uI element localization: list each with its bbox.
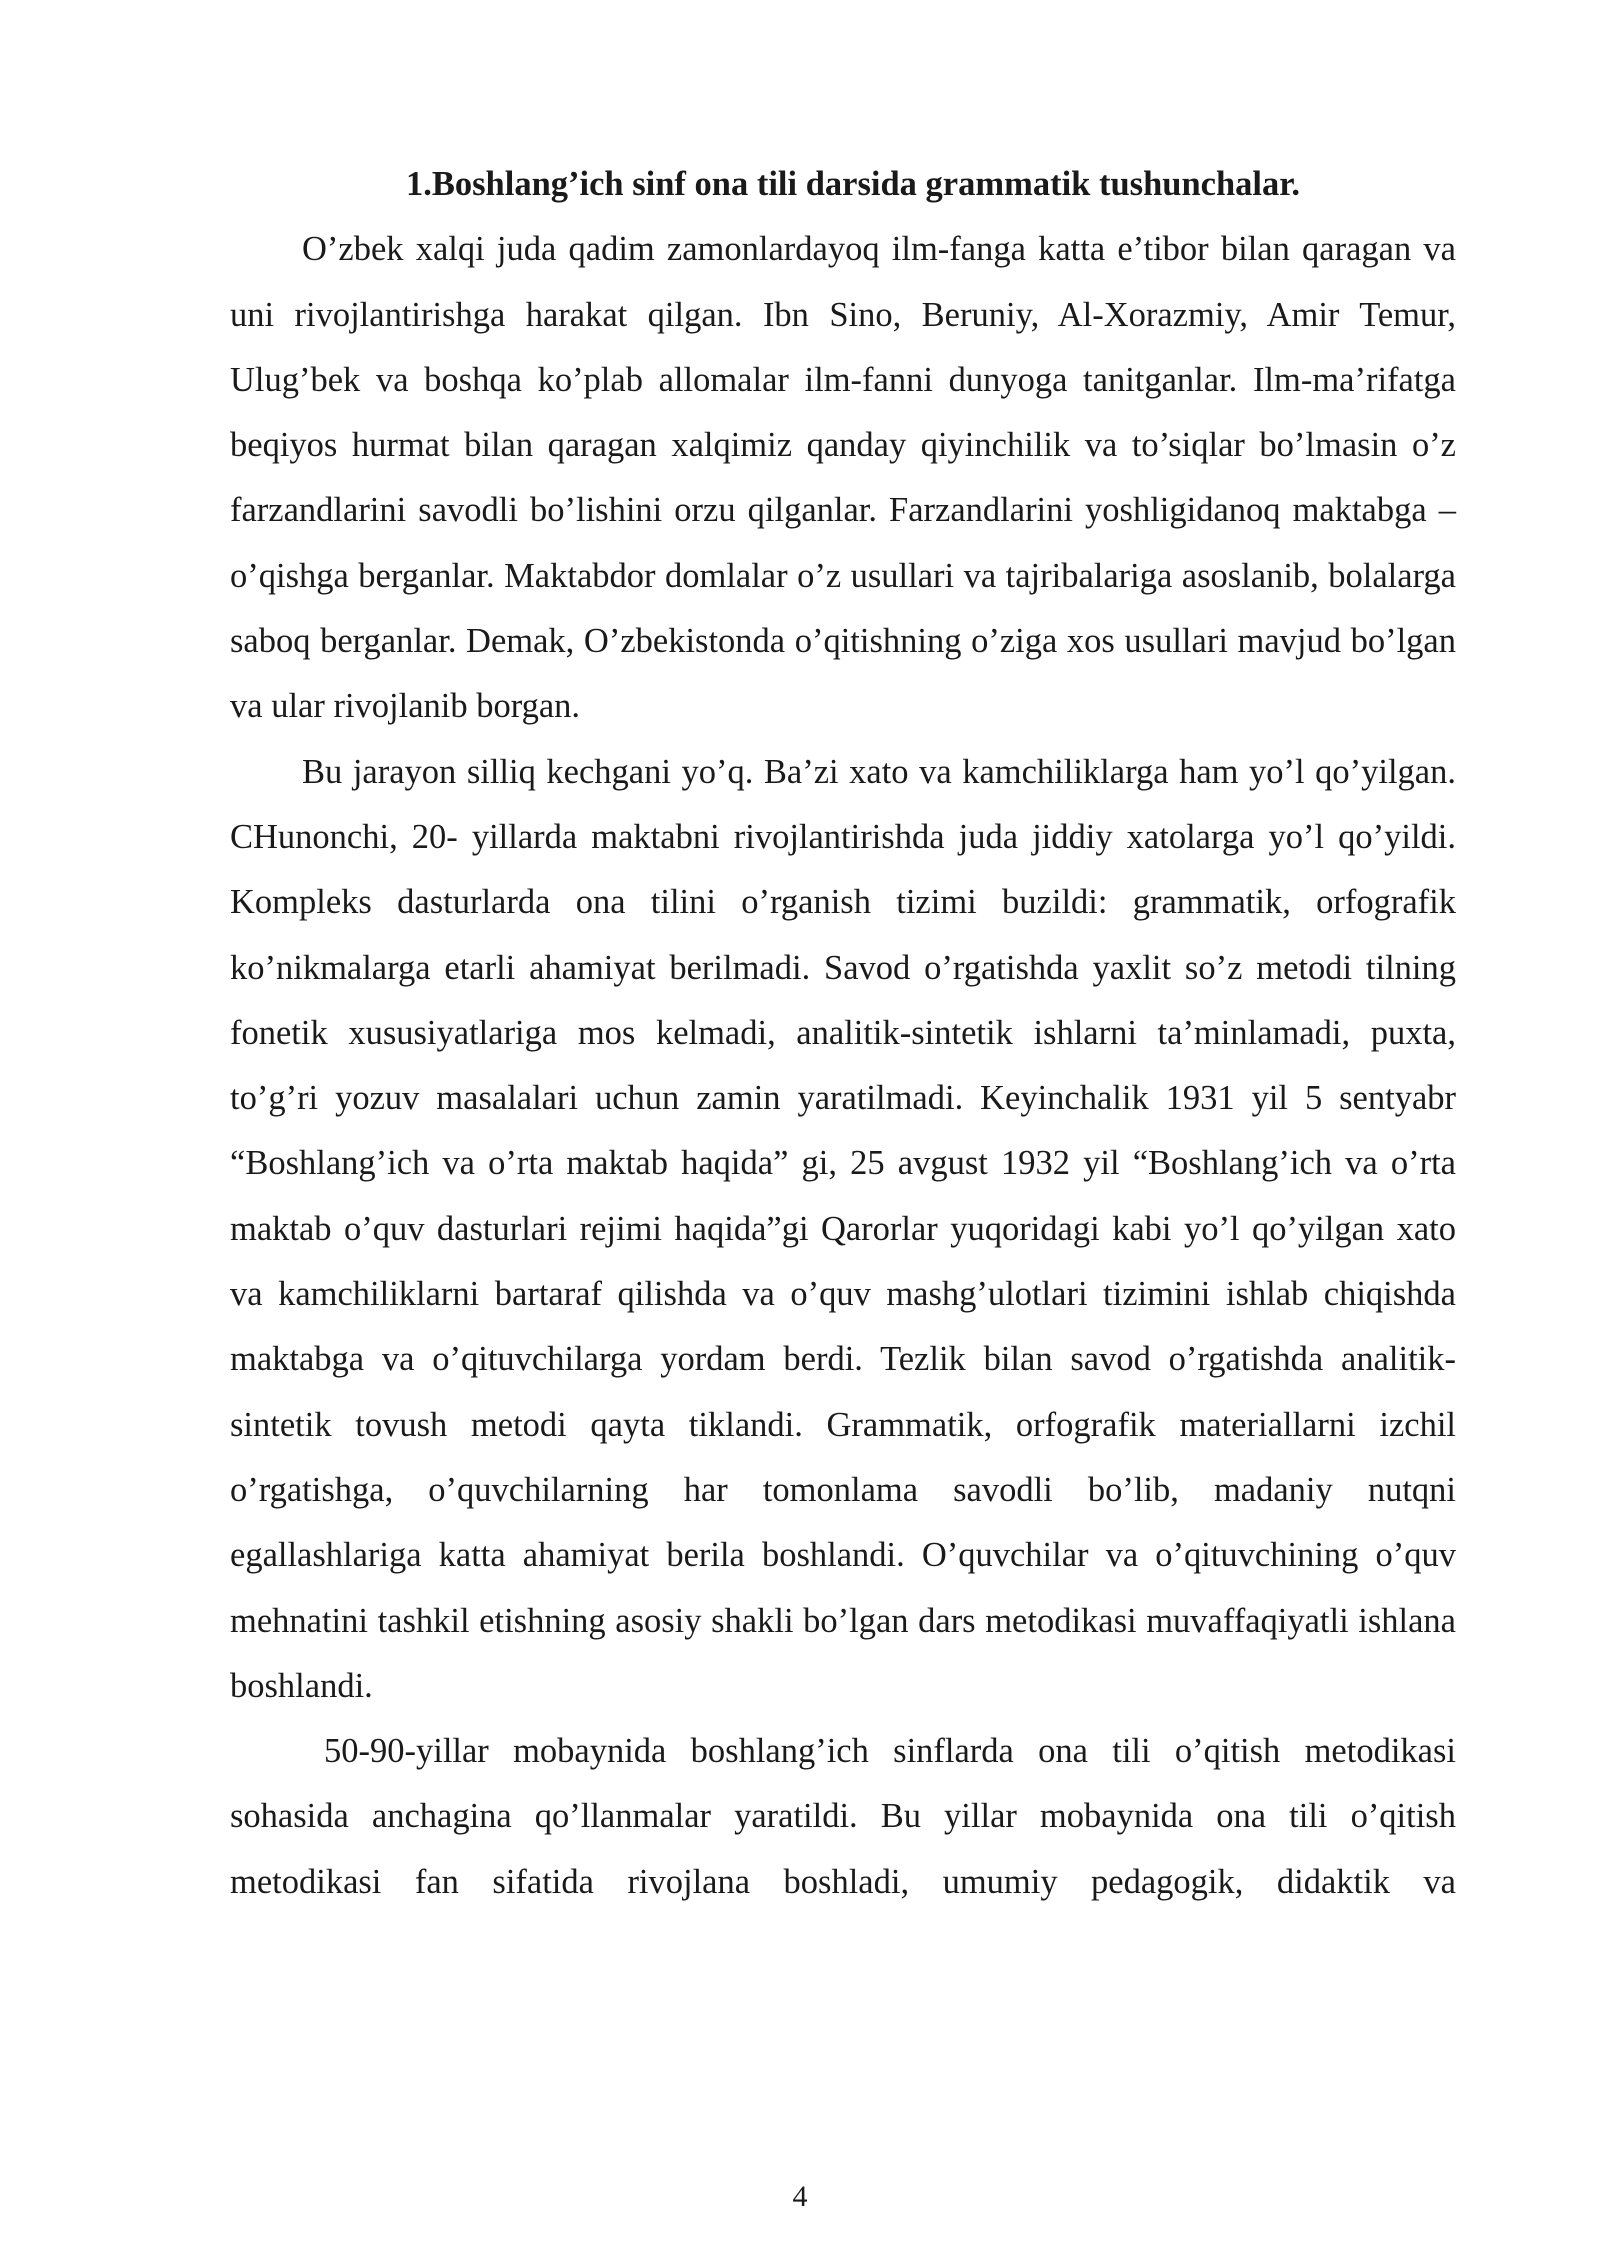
paragraph-1: O’zbek xalqi juda qadim zamonlardayoq ilm-fanga katta e’tibor bilan qaragan va uni rivojlantirishga harakat qilgan. Ibn Sino, Beruniy, Al-Xorazmiy, Amir Temur, Ulug’bek va boshqa ko’plab allomalar ilm-fanni dunyoga tanitganlar. Ilm-ma’rifatga beqiyos hurmat bilan qaragan xalqimiz qanday qiyinchilik va to’siqlar bo’lmasin o’z farzandlarini savodli bo’lishini orzu qilganlar. Farzandlarini yoshligidanoq maktabga – o’qishga berganlar. Maktabdor domlalar o’z usullari va tajribalariga asoslanib, bolalarga saboq berganlar. Demak, O’zbekistonda o’qitishning o’ziga xos usullari mavjud bo’lgan va ular rivojlanib borgan.: [230, 230, 1456, 726]
paragraph-3: 50-90-yillar mobaynida boshlang’ich sinflarda ona tili o’qitish metodikasi sohasida anchagina qo’llanmalar yaratildi. Bu yillar mobaynida ona tili o’qitish metodikasi fan sifatida rivojlana boshladi, umumiy pedagogik, didaktik va: [230, 1732, 1456, 1901]
page-number: 4: [792, 2180, 808, 2213]
document-body: [230, 152, 1456, 1915]
paragraph-2: Bu jarayon silliq kechgani yo’q. Ba’zi xato va kamchiliklarga ham yo’l qo’yilgan. CHunonchi, 20- yillarda maktabni rivojlantirishda juda jiddiy xatolarga yo’l qo’yildi. Kompleks dasturlarda ona tilini o’rganish tizimi buzildi: grammatik, orfografik ko’nikmalarga etarli ahamiyat berilmadi. Savod o’rgatishda yaxlit so’z metodi tilning fonetik xususiyatlariga mos kelmadi, analitik-sintetik ishlarni ta’minlamadi, puxta, to’g’ri yozuv masalalari uchun zamin yaratilmadi. Keyinchalik 1931 yil 5 sentyabr “Boshlang’ich va o’rta maktab haqida” gi, 25 avgust 1932 yil “Boshlang’ich va o’rta maktab o’quv dasturlari rejimi haqida”gi Qarorlar yuqoridagi kabi yo’l qo’yilgan xato va kamchiliklarni bartaraf qilishda va o’quv mashg’ulotlari tizimini ishlab chiqishda maktabga va o’qituvchilarga yordam berdi. Tezlik bilan savod o’rgatishda analitik-sintetik tovush metodi qayta tiklandi. Grammatik, orfografik materiallarni izchil o’rgatishga, o’quvchilarning har tomonlama savodli bo’lib, madaniy nutqni egallashlariga katta ahamiyat berila boshlandi. O’quvchilar va o’qituvchining o’quv mehnatini tashkil etishning asosiy shakli bo’lgan dars metodikasi muvaffaqiyatli ishlana boshlandi.: [230, 752, 1456, 1705]
section-heading: 1.Boshlang’ich sinf ona tili darsida grammatik tushunchalar.: [406, 165, 1300, 203]
